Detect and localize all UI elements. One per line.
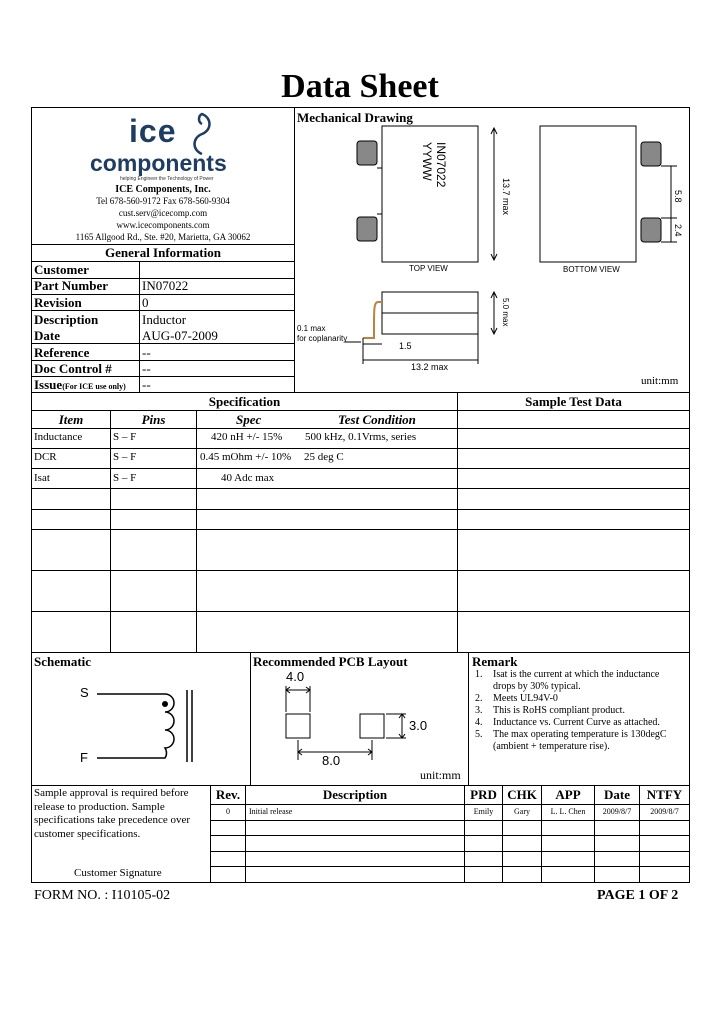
- rev-row-date: 2009/8/7: [602, 807, 632, 816]
- remark-1-number: 1.: [475, 669, 483, 680]
- general-heading: General Information: [105, 245, 221, 260]
- doc-control-value: --: [142, 361, 151, 376]
- spec-row-1-spec: 420 nH +/- 15%: [211, 431, 283, 443]
- form-number: FORM NO. : I10105-02: [34, 888, 171, 903]
- remark-heading: Remark: [472, 654, 518, 669]
- rev-row-rev: 0: [226, 807, 230, 816]
- spec-row-3-spec: 40 Adc max: [221, 472, 275, 484]
- company-web: www.icecomponents.com: [116, 220, 210, 230]
- bottom-view-label: BOTTOM VIEW: [563, 265, 620, 274]
- dim-5-8: 5.8: [673, 190, 683, 203]
- pcb-dim-4-0: 4.0: [286, 669, 305, 684]
- dim-1-5: 1.5: [399, 341, 412, 351]
- mechanical-heading: Mechanical Drawing: [297, 110, 413, 125]
- col-spec: Spec: [236, 412, 262, 427]
- remark-4-number: 4.: [475, 717, 483, 728]
- spec-row-1-pins: S – F: [113, 431, 137, 443]
- spec-row-1-cond: 500 kHz, 0.1Vrms, series: [305, 431, 417, 443]
- col-test-condition: Test Condition: [338, 412, 416, 427]
- rev-row-description: Initial release: [249, 807, 293, 816]
- rev-col-description: Description: [322, 787, 388, 802]
- remark-4-line-1: Inductance vs. Current Curve as attached.: [493, 717, 660, 728]
- rev-row-ntfy: 2009/8/7: [650, 807, 679, 816]
- logo-tagline: helping Engineer the Technology of Power: [120, 176, 214, 182]
- rev-col-rev: Rev.: [215, 787, 241, 802]
- date-value: AUG-07-2009: [142, 328, 218, 343]
- remark-3-line-1: This is RoHS compliant product.: [493, 705, 625, 716]
- mechanical-unit: unit:mm: [641, 375, 679, 387]
- dim-0-1: 0.1 max: [297, 324, 326, 333]
- dim-13-7: 13.7 max: [501, 178, 511, 216]
- pcb-layout-drawing: [270, 668, 440, 770]
- revision-value: 0: [142, 295, 149, 310]
- spec-heading: Specification: [208, 394, 281, 409]
- col-pins: Pins: [141, 412, 166, 427]
- reference-value: --: [142, 345, 151, 360]
- spec-row-2-cond: 25 deg C: [304, 451, 344, 463]
- pcb-dim-8-0: 8.0: [322, 753, 341, 768]
- pcb-heading: Recommended PCB Layout: [253, 654, 408, 669]
- remark-2-line-1: Meets UL94V-0: [493, 693, 558, 704]
- rev-row-app: L. L. Chen: [550, 807, 586, 816]
- pcb-unit: unit:mm: [420, 768, 461, 782]
- dim-5-0: 5.0 max: [501, 298, 510, 327]
- pin-f-label: F: [80, 750, 88, 765]
- reference-label: Reference: [34, 345, 90, 360]
- approval-note-line-3: specifications take precedence over: [34, 814, 191, 826]
- divider: [139, 261, 140, 392]
- approval-note-line-4: customer specifications.: [34, 827, 141, 840]
- dim-13-2: 13.2 max: [411, 362, 449, 372]
- issue-value: --: [142, 377, 151, 392]
- marking-date-code: YYWW: [420, 142, 434, 181]
- spec-row-2-pins: S – F: [113, 451, 137, 463]
- top-view-label: TOP VIEW: [409, 264, 448, 273]
- remark-5-line-1: The max operating temperature is 130degC: [493, 729, 667, 740]
- pin-s-label: S: [80, 685, 89, 700]
- rev-col-chk: CHK: [507, 787, 537, 802]
- spec-row-2-item: DCR: [34, 451, 57, 463]
- remark-3-number: 3.: [475, 705, 483, 716]
- remark-2-number: 2.: [475, 693, 483, 704]
- rev-col-date: Date: [604, 787, 630, 802]
- spec-row-1-item: Inductance: [34, 431, 83, 443]
- inductor-symbol: [95, 688, 195, 768]
- coplanarity-label: for coplanarity: [297, 334, 348, 343]
- company-phone: Tel 678-560-9172 Fax 678-560-9304: [96, 196, 230, 206]
- sample-test-heading: Sample Test Data: [525, 394, 622, 409]
- company-name: ICE Components, Inc.: [115, 184, 211, 195]
- spec-row-3-item: Isat: [34, 472, 50, 484]
- col-item: Item: [58, 412, 84, 427]
- part-number-label: Part Number: [34, 278, 109, 293]
- page-number: PAGE 1 OF 2: [597, 888, 679, 903]
- approval-note-line-2: release to production. Sample: [34, 800, 165, 813]
- approval-note-line-1: Sample approval is required before: [34, 787, 189, 799]
- logo-components: components: [90, 150, 227, 176]
- company-email: cust.serv@icecomp.com: [118, 208, 208, 218]
- customer-label: Customer: [34, 262, 89, 277]
- remark-1-line-2: drops by 30% typical.: [493, 681, 581, 692]
- customer-signature-label: Customer Signature: [74, 867, 162, 879]
- mechanical-drawing: [295, 120, 689, 392]
- date-label: Date: [34, 328, 60, 343]
- rev-row-prd: Emily: [473, 807, 494, 816]
- rev-col-ntfy: NTFY: [646, 787, 683, 802]
- approval-note: [34, 787, 190, 841]
- spec-row-2-spec: 0.45 mOhm +/- 10%: [200, 451, 292, 463]
- rev-col-prd: PRD: [470, 787, 497, 802]
- description-label: Description: [34, 312, 99, 327]
- page-title: Data Sheet: [281, 68, 439, 105]
- spec-row-3-pins: S – F: [113, 472, 137, 484]
- remark-5-number: 5.: [475, 729, 483, 740]
- schematic-heading: Schematic: [34, 654, 92, 669]
- revision-label: Revision: [34, 295, 82, 310]
- remark-1-line-1: Isat is the current at which the inductance: [493, 669, 660, 680]
- remark-5-line-2: (ambient + temperature rise).: [493, 741, 610, 752]
- part-number-value: IN07022: [142, 278, 189, 293]
- issue-label: Issue(For ICE use only): [34, 377, 126, 392]
- rev-row-chk: Gary: [514, 807, 530, 816]
- marking-part: IN07022: [434, 142, 448, 188]
- logo-ice: ice: [129, 113, 177, 149]
- doc-control-label: Doc Control #: [34, 361, 112, 376]
- rev-col-app: APP: [555, 787, 581, 802]
- company-address: 1165 Allgood Rd., Ste. #20, Marietta, GA 30062: [75, 232, 251, 242]
- pcb-dim-3-0: 3.0: [409, 718, 428, 733]
- description-value: Inductor: [142, 312, 187, 327]
- dim-2-4: 2.4: [673, 224, 683, 237]
